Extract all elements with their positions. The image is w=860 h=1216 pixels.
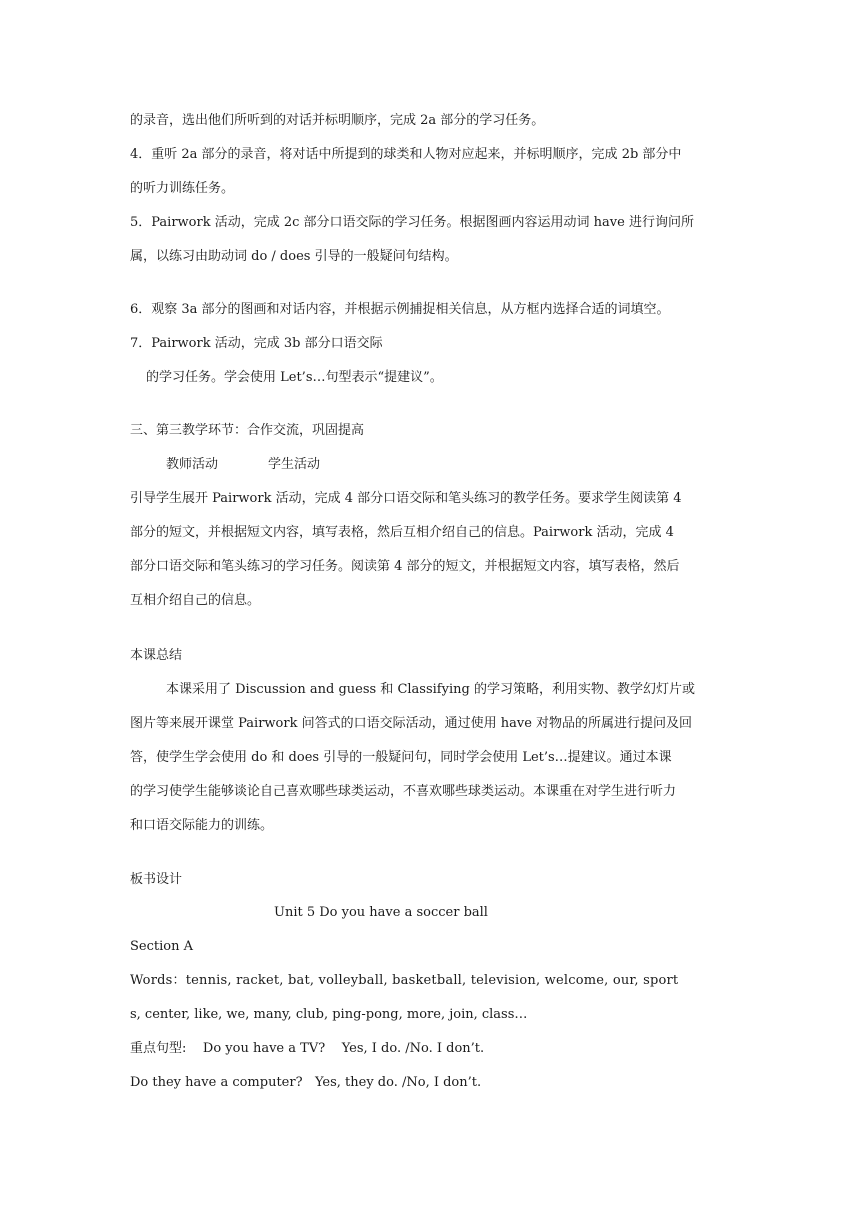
words-line: Words：tennis, racket, bat, volleyball, basketball, television, welcome, our, sport [130, 973, 679, 988]
text-line: 的听力训练任务。 [130, 181, 235, 196]
column-label-student: 学生活动 [268, 457, 321, 472]
sentence-pattern-line: 重点句型: Do you have a TV? Yes, I do. /No. I don’t. [130, 1041, 485, 1056]
text-line: 4．重听 2a 部分的录音，将对话中所提到的球类和人物对应起来，并标明顺序，完成 2b 部分中 [130, 147, 682, 162]
words-line: s, center, like, we, many, club, ping-pong, more, join, class… [130, 1007, 528, 1022]
text-line: 部分口语交际和笔头练习的学习任务。阅读第 4 部分的短文，并根据短文内容，填写表格，然后 [130, 559, 680, 574]
board-title: Unit 5 Do you have a soccer ball [274, 905, 488, 920]
text-line: 本课采用了 Discussion and guess 和 Classifying 的学习策略，利用实物、教学幻灯片或 [166, 682, 695, 697]
text-line: 7．Pairwork 活动，完成 3b 部分口语交际 [130, 336, 383, 351]
text-line: 引导学生展开 Pairwork 活动，完成 4 部分口语交际和笔头练习的教学任务。要求学生阅读第 4 [130, 491, 682, 506]
text-line: 的录音，选出他们所听到的对话并标明顺序，完成 2a 部分的学习任务。 [130, 113, 545, 128]
section-heading: 板书设计 [130, 872, 183, 887]
sentence-pattern-line: Do they have a computer? Yes, they do. /No, I don’t. [130, 1075, 482, 1090]
text-line: 和口语交际能力的训练。 [130, 818, 274, 833]
section-heading: 三、第三教学环节：合作交流，巩固提高 [130, 423, 365, 438]
text-line: 互相介绍自己的信息。 [130, 593, 261, 608]
section-heading: 本课总结 [130, 648, 183, 663]
text-line: 部分的短文，并根据短文内容，填写表格，然后互相介绍自己的信息。Pairwork 活动，完成 4 [130, 525, 674, 540]
text-line: 的学习任务。学会使用 Let’s…句型表示“提建议”。 [146, 370, 443, 385]
text-line: 图片等来展开课堂 Pairwork 问答式的口语交际活动，通过使用 have 对物品的所属进行提问及回 [130, 716, 693, 731]
text-line: 答，使学生学会使用 do 和 does 引导的一般疑问句，同时学会使用 Let’s…提建议。通过本课 [130, 750, 672, 765]
text-line: 6．观察 3a 部分的图画和对话内容，并根据示例捕捉相关信息，从方框内选择合适的词填空。 [130, 302, 670, 317]
text-line: Section A [130, 939, 193, 954]
text-line: 的学习使学生能够谈论自己喜欢哪些球类运动，不喜欢哪些球类运动。本课重在对学生进行听力 [130, 784, 677, 799]
column-label-teacher: 教师活动 [166, 457, 219, 472]
text-line: 属，以练习由助动词 do / does 引导的一般疑问句结构。 [130, 249, 458, 264]
text-line: 5．Pairwork 活动，完成 2c 部分口语交际的学习任务。根据图画内容运用动词 have 进行询问所 [130, 215, 694, 230]
